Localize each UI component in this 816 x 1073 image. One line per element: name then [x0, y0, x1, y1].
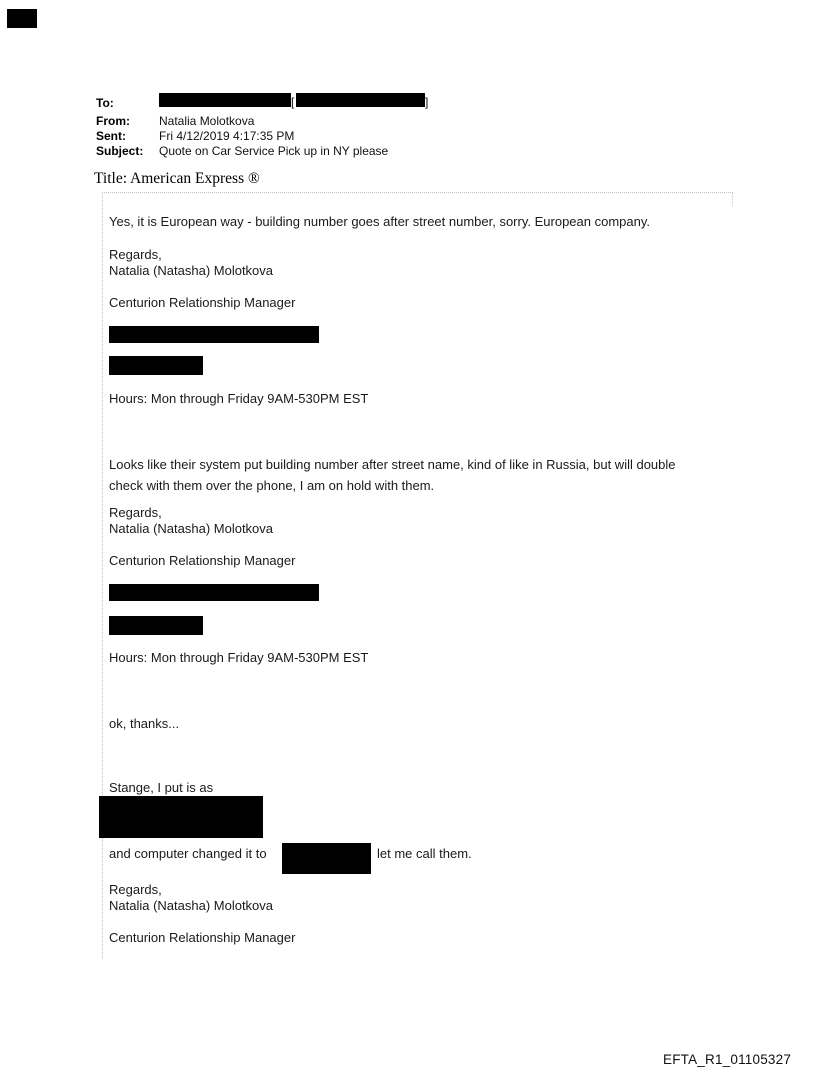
header-label-subject: Subject:: [96, 144, 144, 158]
redaction-bar-recipient-email: [296, 93, 425, 107]
redaction-bar-ext-1: [109, 356, 203, 375]
signature-role: Centurion Relationship Manager: [109, 930, 296, 945]
header-value-sent: Fri 4/12/2019 4:17:35 PM: [159, 129, 295, 143]
redaction-bar-inline-address: [282, 843, 371, 874]
redaction-bar-phone-2: [109, 584, 319, 601]
body-line-changed-pre: and computer changed it to: [109, 846, 267, 861]
signature-name: Natalia (Natasha) Molotkova: [109, 521, 274, 536]
bates-number: EFTA_R1_01105327: [663, 1052, 792, 1067]
signature-regards: Regards,: [109, 505, 162, 520]
header-label-sent: Sent:: [96, 129, 126, 143]
header-value-subject: Quote on Car Service Pick up in NY please: [159, 144, 389, 158]
recipient-bracket-close: ]: [425, 95, 429, 109]
title-line: Title: American Express ®: [94, 170, 260, 187]
message-body-box: [102, 192, 733, 959]
signature-name: Natalia (Natasha) Molotkova: [109, 898, 274, 913]
body-line-changed-post: let me call them.: [377, 846, 472, 861]
signature-name: Natalia (Natasha) Molotkova: [109, 263, 274, 278]
redaction-block-address: [99, 796, 263, 838]
redaction-bar-phone-1: [109, 326, 319, 343]
signature-regards: Regards,: [109, 882, 162, 897]
redaction-bar-recipient-name: [159, 93, 291, 107]
body-line-ok-thanks: ok, thanks...: [109, 716, 180, 731]
signature-role: Centurion Relationship Manager: [109, 553, 296, 568]
body-line-looks-2: check with them over the phone, I am on hold with them.: [109, 478, 435, 493]
header-label-from: From:: [96, 114, 130, 128]
redaction-bar-ext-2: [109, 616, 203, 635]
recipient-bracket-open: [: [291, 95, 295, 109]
hours-line-2: Hours: Mon through Friday 9AM-530PM EST: [109, 650, 369, 665]
body-line-european: Yes, it is European way - building number goes after street number, sorry. European company.: [109, 214, 650, 229]
signature-role: Centurion Relationship Manager: [109, 295, 296, 310]
header-label-to: To:: [96, 96, 114, 110]
body-line-looks-1: Looks like their system put building number after street name, kind of like in Russia, but will double: [109, 457, 676, 472]
signature-regards: Regards,: [109, 247, 162, 262]
body-line-stange: Stange, I put is as: [109, 780, 214, 795]
redaction-mark-top-left: [7, 9, 37, 28]
hours-line-1: Hours: Mon through Friday 9AM-530PM EST: [109, 391, 369, 406]
header-value-from: Natalia Molotkova: [159, 114, 255, 128]
